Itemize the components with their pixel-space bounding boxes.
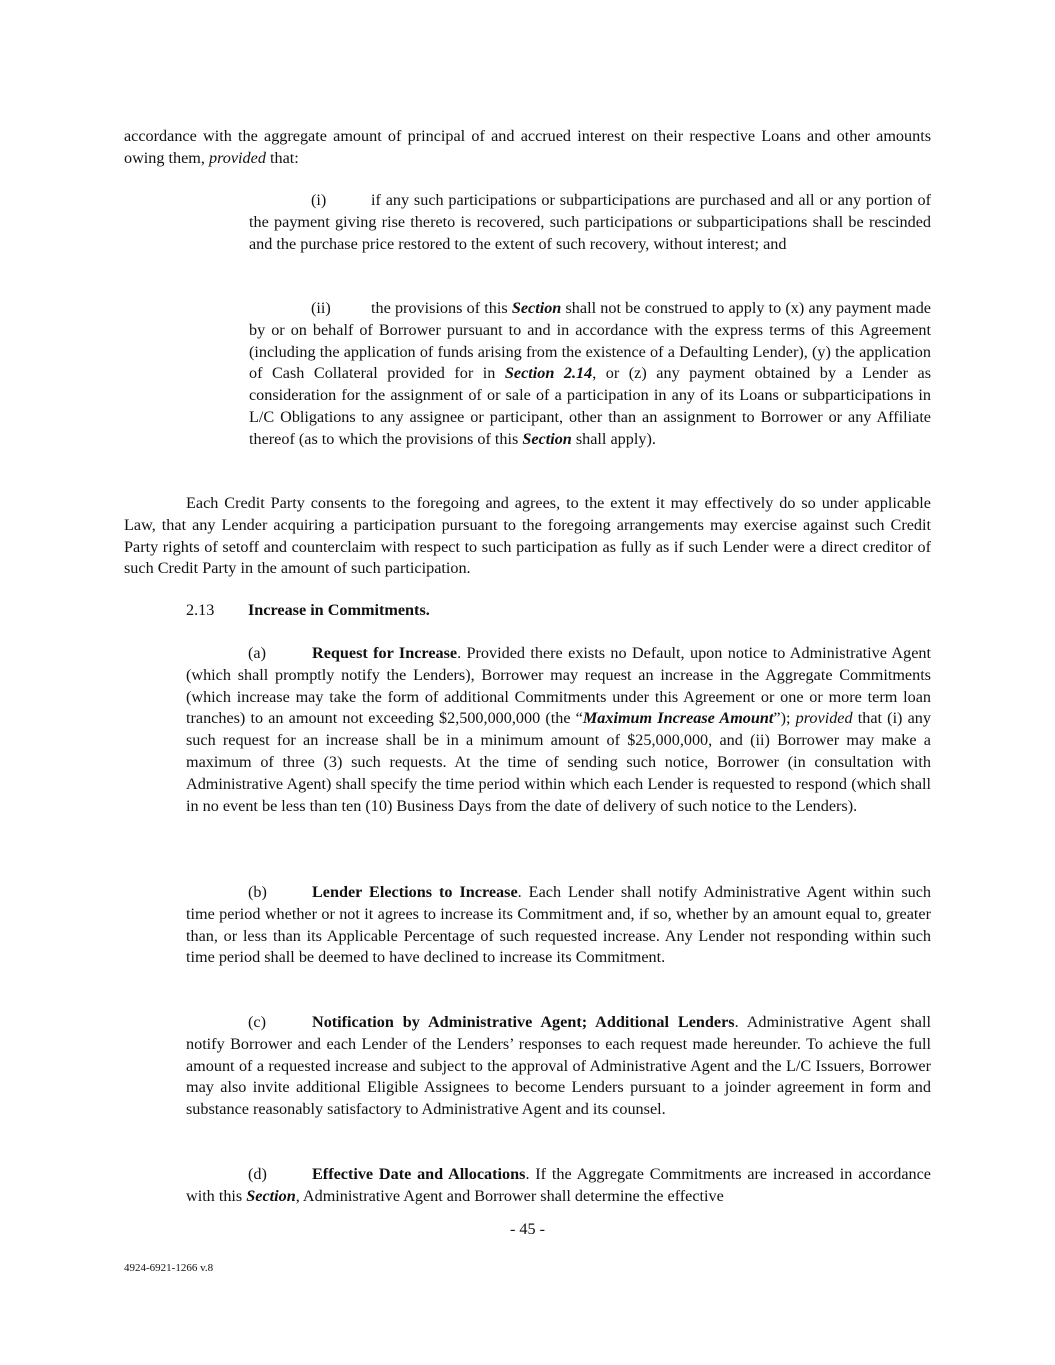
subsection-c-paragraph: (c) Notification by Administrative Agent; Additional Lenders. Administrative Agent shall notify Borrower and each Lender of the Lenders’ responses to each request made hereunder. To achieve the full amount of a requested increase and subject to the approval of Administrative Agent and the L/C Issuers, Borrower may also invite additional Eligible Assignees to become Lenders pursuant to a joinder agreement in form and substance reasonably satisfactory to Administrative Agent and its counsel. (186, 1013, 931, 1119)
subsection-c-heading: Notification by Administrative Agent; Additional Lenders (312, 1013, 735, 1031)
section-term: Section (246, 1186, 296, 1205)
section-reference: Section 2.14 (504, 364, 593, 383)
subsection-b-heading: Lender Elections to Increase (312, 883, 518, 901)
intro-paragraph: accordance with the aggregate amount of principal of and accrued interest on their respective Loans and other amounts owing them, provided that: (124, 127, 931, 167)
section-title: Increase in Commitments. (248, 601, 430, 619)
consent-paragraph: Each Credit Party consents to the foregoing and agrees, to the extent it may effectively do so under applicable Law, that any Lender acquiring a participation pursuant to the foregoing arrangements may exercise against such Credit Party rights of setoff and counterclaim with respect to such participation as fully as if such Lender were a direct creditor of such Credit Party in the amount of such participation. (124, 494, 931, 578)
subsection-b-paragraph: (b) Lender Elections to Increase. Each Lender shall notify Administrative Agent within such time period whether or not it agrees to increase its Commitment and, if so, whether by an amount equal to, greater than, or less than its Applicable Percentage of such requested increase. Any Lender not responding within such time period shall be deemed to have declined to increase its Commitment. (186, 883, 932, 967)
section-term: Section (522, 429, 572, 448)
section-term: Section (511, 299, 562, 317)
provided-term: provided (208, 148, 266, 167)
subsection-d-heading: Effective Date and Allocations (312, 1165, 526, 1183)
clause-i-paragraph: (i) if any such participations or subparticipations are purchased and all or any portion of the payment giving rise thereto is recovered, such participations or subparticipations shall be rescinded and the purchase price restored to the extent of such recovery, without interest; and (249, 191, 931, 253)
provided-term: provided (795, 709, 853, 728)
defined-term: Maximum Increase Amount (582, 709, 774, 728)
subsection-a-label: (a) (248, 644, 266, 662)
subsection-d-paragraph: (d) Effective Date and Allocations. If the Aggregate Commitments are increased in accordance with this Section, Administrative Agent and Borrower shall determine the effective (186, 1165, 931, 1205)
subsection-a-paragraph: (a) Request for Increase. Provided there exists no Default, upon notice to Administrative Agent (which shall promptly notify the Lenders), Borrower may request an increase in the Aggregate Commitments (which increase may take the form of additional Commitments under this Agreement or one or more term loan tranches) to an amount not exceeding $2,500,000,000 (the “Maximum Increase Amount”); provided that (i) any such request for an increase shall be in a minimum amount of $25,000,000, and (ii) Borrower may make a maximum of three (3) such requests. At the time of sending such notice, Borrower (in consultation with Administrative Agent) shall specify the time period within which each Lender is requested to respond (which shall in no event be less than ten (10) Business Days from the date of delivery of such notice to the Lenders). (186, 644, 931, 815)
subsection-b-label: (b) (248, 883, 267, 901)
subsection-c-label: (c) (248, 1013, 266, 1031)
clause-ii-paragraph: (ii) the provisions of this Section shall not be construed to apply to (x) any payment made by or on behalf of Borrower pursuant to and in accordance with the express terms of this Agreement (including the application of funds arising from the existence of a Defaulting Lender), (y) the application of Cash Collateral provided for in Section 2.14, or (z) any payment obtained by a Lender as consideration for the assignment of or sale of a participation in any of its Loans or subparticipations in L/C Obligations to any assignee or participant, other than an assignment to Borrower or any Affiliate thereof (as to which the provisions of this Section shall apply). (249, 299, 931, 448)
clause-ii-label: (ii) (311, 299, 331, 317)
section-number: 2.13 (186, 601, 215, 619)
section-heading (186, 600, 931, 622)
page-number: - 45 - (509, 1220, 546, 1238)
subsection-a-heading: Request for Increase (312, 644, 458, 662)
clause-i-label: (i) (311, 191, 327, 209)
document-id: 4924-6921-1266 v.8 (124, 1262, 214, 1274)
subsection-d-label: (d) (248, 1165, 267, 1183)
